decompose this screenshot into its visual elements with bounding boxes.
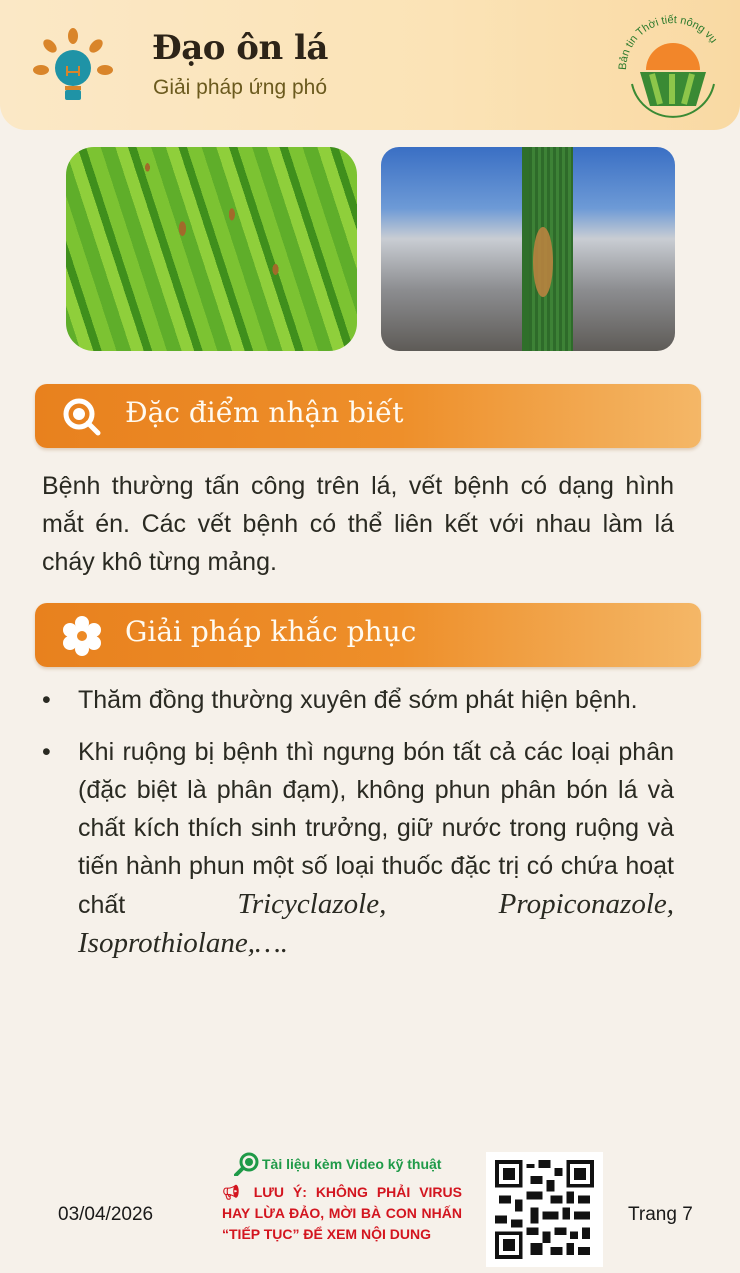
rice-leaf-photo-2 [381, 147, 675, 351]
video-link[interactable]: Tài liệu kèm Video kỹ thuật [234, 1152, 441, 1176]
page-title: Đạo ôn lá [152, 28, 328, 68]
page-number: Trang 7 [628, 1204, 693, 1225]
section-header-solution [35, 603, 701, 667]
svg-text:Bản tin Thời tiết nông vụ: Bản tin Thời tiết nông vụ [616, 13, 720, 71]
section-title: Đặc điểm nhận biết [125, 396, 404, 429]
flower-gear-icon [61, 615, 103, 657]
header [0, 0, 740, 130]
section-title: Giải pháp khắc phục [125, 615, 417, 648]
lightbulb-icon [32, 26, 114, 106]
solution-list [42, 681, 674, 977]
notice-text: 📢︎ LƯU Ý: KHÔNG PHẢI VIRUS HAY LỪA ĐẢO, MỜI BÀ CON NHẤN “TIẾP TỤC” ĐỂ XEM NỘI DUNG [222, 1184, 462, 1242]
search-icon [61, 396, 103, 438]
megaphone-icon: 📢︎ [222, 1184, 254, 1200]
rice-leaf-photo-1 [66, 147, 357, 351]
qr-code-icon[interactable] [486, 1152, 603, 1267]
active-ingredients: Tricyclazole, Propiconazole, Isoprothiolane,…. [78, 888, 674, 959]
section-header-identify [35, 384, 701, 448]
page-subtitle: Giải pháp ứng phó [153, 76, 328, 99]
bug-search-icon [234, 1152, 260, 1176]
footer-date: 03/04/2026 [58, 1204, 154, 1225]
identify-text: Bệnh thường tấn công trên lá, vết bệnh có dạng hình mắt én. Các vết bệnh có thể liên kết với nhau làm lá cháy khô từng mảng. [42, 472, 674, 576]
list-item: • Khi ruộng bị bệnh thì ngưng bón tất cả các loại phân (đặc biệt là phân đạm), không phun phân bón lá và chất kích thích sinh trưởng, giữ nước trong ruộng và tiến hành phun một số loại thuốc đặc trị có chứa hoạt chất Tricyclazole, Propiconazole, Isoprothiolane,…. [42, 738, 674, 959]
brand-logo [612, 6, 734, 122]
list-item: • Thăm đồng thường xuyên để sớm phát hiện bệnh. [42, 686, 638, 714]
